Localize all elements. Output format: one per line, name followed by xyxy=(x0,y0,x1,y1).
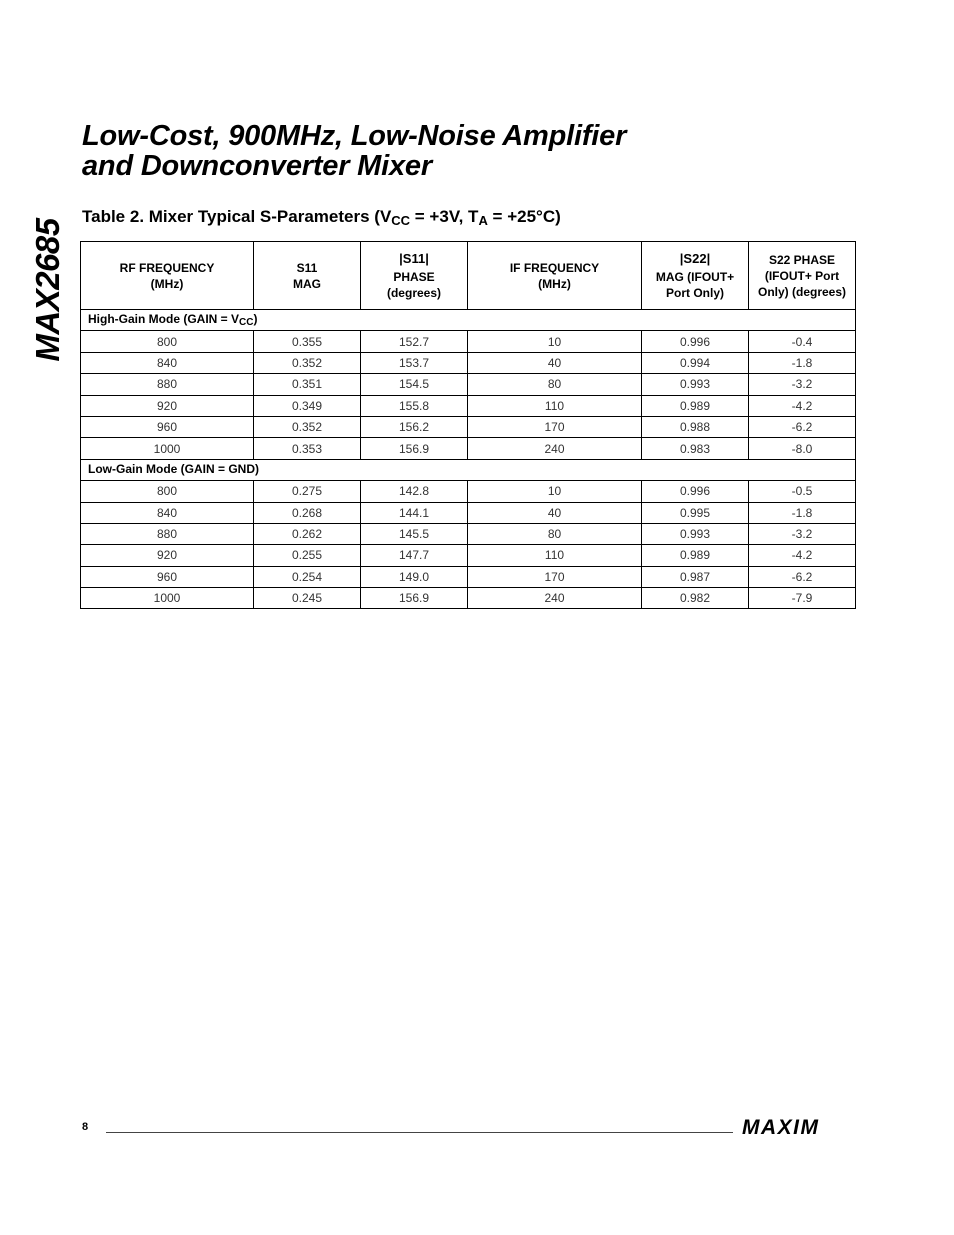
header-rf-frequency: RF FREQUENCY (MHz) xyxy=(81,242,254,310)
table-cell: 0.996 xyxy=(642,331,749,352)
table-cell: 40 xyxy=(468,352,642,373)
title-line-2: and Downconverter Mixer xyxy=(82,150,432,182)
table-row xyxy=(81,481,856,502)
table-cell: 144.1 xyxy=(361,502,468,523)
table-cell: 155.8 xyxy=(361,395,468,416)
table-cell: 1000 xyxy=(81,438,254,459)
table-cell: -4.2 xyxy=(749,395,856,416)
table-cell: -4.2 xyxy=(749,545,856,566)
table-row xyxy=(81,416,856,437)
header-s22-magnitude-symbol: |S22| xyxy=(679,250,711,266)
table-cell: 153.7 xyxy=(361,352,468,373)
table-cell: 170 xyxy=(468,566,642,587)
table-cell: 156.9 xyxy=(361,588,468,609)
table-cell: 40 xyxy=(468,502,642,523)
table-cell: 145.5 xyxy=(361,523,468,544)
caption-middle: = +3V, T xyxy=(410,207,479,226)
table-cell: 0.993 xyxy=(642,374,749,395)
table-cell: 840 xyxy=(81,352,254,373)
table-row xyxy=(81,331,856,352)
header-s22-mag xyxy=(642,242,749,310)
table-cell: 170 xyxy=(468,416,642,437)
table-cell: 0.349 xyxy=(254,395,361,416)
table-cell: -8.0 xyxy=(749,438,856,459)
table-cell: 110 xyxy=(468,395,642,416)
header-if-frequency: IF FREQUENCY (MHz) xyxy=(468,242,642,310)
table-cell: 0.995 xyxy=(642,502,749,523)
table-row xyxy=(81,395,856,416)
s-parameters-table xyxy=(80,241,856,609)
maxim-logo-text: MAXIM xyxy=(742,1116,820,1138)
section-header-row xyxy=(81,310,856,331)
table-cell: 80 xyxy=(468,374,642,395)
table-cell: 840 xyxy=(81,502,254,523)
caption-ta-subscript: A xyxy=(478,213,488,228)
table-cell: 0.982 xyxy=(642,588,749,609)
table-cell: -0.5 xyxy=(749,481,856,502)
table-cell: 960 xyxy=(81,416,254,437)
table-cell: 920 xyxy=(81,545,254,566)
section-label: Low-Gain Mode (GAIN = GND) xyxy=(81,459,856,480)
table-cell: 0.994 xyxy=(642,352,749,373)
table-cell: 0.351 xyxy=(254,374,361,395)
header-s11-phase xyxy=(361,242,468,310)
table-cell: 0.275 xyxy=(254,481,361,502)
table-cell: 800 xyxy=(81,331,254,352)
section-header-row xyxy=(81,459,856,480)
table-cell: 154.5 xyxy=(361,374,468,395)
table-cell: 156.9 xyxy=(361,438,468,459)
header-s11-phase-label: PHASE (degrees) xyxy=(386,269,442,300)
table-cell: 0.254 xyxy=(254,566,361,587)
table-cell: 0.355 xyxy=(254,331,361,352)
document-title xyxy=(82,121,882,181)
title-line-1: Low-Cost, 900MHz, Low-Noise Amplifier xyxy=(82,120,627,152)
header-s22-mag-label: MAG (IFOUT+ Port Only) xyxy=(655,269,735,300)
caption-vcc-subscript: CC xyxy=(391,213,411,228)
table-cell: 240 xyxy=(468,588,642,609)
table-cell: 149.0 xyxy=(361,566,468,587)
table-row xyxy=(81,566,856,587)
table-cell: 142.8 xyxy=(361,481,468,502)
table-cell: -3.2 xyxy=(749,523,856,544)
table-cell: 0.989 xyxy=(642,545,749,566)
table-cell: 0.988 xyxy=(642,416,749,437)
table-cell: 0.352 xyxy=(254,416,361,437)
table-cell: 0.255 xyxy=(254,545,361,566)
side-part-number-text: MAX2685 xyxy=(29,218,66,362)
section-label: High-Gain Mode (GAIN = $V_{CC}$) xyxy=(81,310,856,331)
table-cell: 0.262 xyxy=(254,523,361,544)
table-cell: 0.993 xyxy=(642,523,749,544)
table-cell: 880 xyxy=(81,374,254,395)
table-cell: 920 xyxy=(81,395,254,416)
table-cell: 0.245 xyxy=(254,588,361,609)
table-row xyxy=(81,545,856,566)
table-cell: 1000 xyxy=(81,588,254,609)
table-cell: 110 xyxy=(468,545,642,566)
table-cell: 80 xyxy=(468,523,642,544)
table-row xyxy=(81,374,856,395)
caption-suffix: = +25°C) xyxy=(487,207,561,226)
table-cell: 10 xyxy=(468,481,642,502)
table-cell: 0.983 xyxy=(642,438,749,459)
table-caption xyxy=(82,207,561,228)
caption-prefix: Table 2. Mixer Typical S-Parameters (V xyxy=(82,207,392,226)
table-cell: -3.2 xyxy=(749,374,856,395)
table-cell: 0.989 xyxy=(642,395,749,416)
table-cell: 960 xyxy=(81,566,254,587)
header-s11-magnitude-symbol: |S11| xyxy=(399,250,429,266)
table-row xyxy=(81,438,856,459)
footer-rule xyxy=(106,1132,733,1133)
table-cell: 800 xyxy=(81,481,254,502)
table-cell: 0.268 xyxy=(254,502,361,523)
table-cell: -1.8 xyxy=(749,352,856,373)
table-row xyxy=(81,502,856,523)
table-cell: -6.2 xyxy=(749,416,856,437)
table-cell: -1.8 xyxy=(749,502,856,523)
table-cell: -7.9 xyxy=(749,588,856,609)
table-cell: 152.7 xyxy=(361,331,468,352)
table-row xyxy=(81,588,856,609)
table-cell: 156.2 xyxy=(361,416,468,437)
table-cell: -0.4 xyxy=(749,331,856,352)
header-s22-phase: S22 PHASE (IFOUT+ Port Only) (degrees) xyxy=(749,242,856,310)
table-cell: 0.353 xyxy=(254,438,361,459)
table-cell: 10 xyxy=(468,331,642,352)
table-cell: 880 xyxy=(81,523,254,544)
table-cell: 0.352 xyxy=(254,352,361,373)
side-part-number xyxy=(28,210,68,370)
table-cell: -6.2 xyxy=(749,566,856,587)
maxim-logo xyxy=(742,1116,854,1138)
table-row xyxy=(81,523,856,544)
page-number: 8 xyxy=(82,1121,89,1133)
table-row xyxy=(81,352,856,373)
header-s11-mag: S11 MAG xyxy=(254,242,361,310)
table-cell: 0.996 xyxy=(642,481,749,502)
table-cell: 0.987 xyxy=(642,566,749,587)
table-header-row xyxy=(81,242,856,310)
table-cell: 240 xyxy=(468,438,642,459)
table-cell: 147.7 xyxy=(361,545,468,566)
